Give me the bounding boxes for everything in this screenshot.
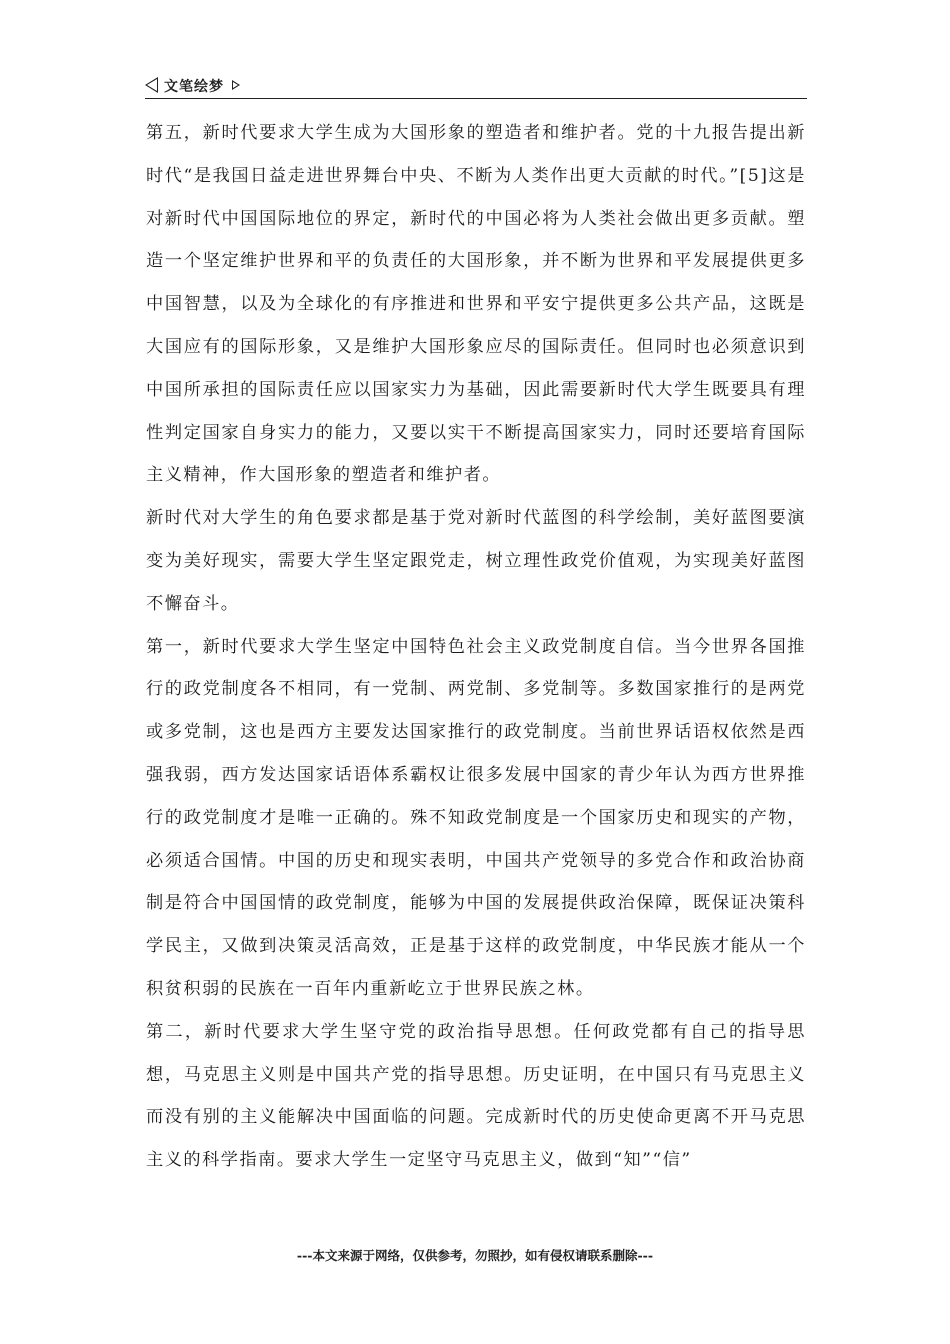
document-body xyxy=(146,112,806,1182)
page-header xyxy=(145,74,807,99)
triangle-right-icon xyxy=(232,80,240,90)
page-footer-notice: ---本文来源于网络，仅供参考，勿照抄，如有侵权请联系删除--- xyxy=(296,1248,654,1263)
paragraph: 第五，新时代要求大学生成为大国形象的塑造者和维护者。党的十九报告提出新时代“是我国日益走进世界舞台中央、不断为人类作出更大贡献的时代。”[5]这是对新时代中国国际地位的界定，新时代的中国必将为人类社会做出更多贡献。塑造一个坚定维护世界和平的负责任的大国形象，并不断为世界和平发展提供更多中国智慧，以及为全球化的有序推进和世界和平安宁提供更多公共产品，这既是大国应有的国际形象，又是维护大国形象应尽的国际责任。但同时也必须意识到中国所承担的国际责任应以国家实力为基础，因此需要新时代大学生既要具有理性判定国家自身实力的能力，又要以实干不断提高国家实力，同时还要培育国际主义精神，作大国形象的塑造者和维护者。 xyxy=(146,123,806,486)
paragraph: 第一，新时代要求大学生坚定中国特色社会主义政党制度自信。当今世界各国推行的政党制度各不相同，有一党制、两党制、多党制等。多数国家推行的是两党或多党制，这也是西方主要发达国家推行的政党制度。当前世界话语权依然是西强我弱，西方发达国家话语体系霸权让很多发展中国家的青少年认为西方世界推行的政党制度才是唯一正确的。殊不知政党制度是一个国家历史和现实的产物，必须适合国情。中国的历史和现实表明，中国共产党领导的多党合作和政治协商制是符合中国国情的政党制度，能够为中国的发展提供政治保障，既保证决策科学民主，又做到决策灵活高效，正是基于这样的政党制度，中华民族才能从一个积贫积弱的民族在一百年内重新屹立于世界民族之林。 xyxy=(146,636,806,999)
paragraph: 新时代对大学生的角色要求都是基于党对新时代蓝图的科学绘制，美好蓝图要演变为美好现实，需要大学生坚定跟党走，树立理性政党价值观，为实现美好蓝图不懈奋斗。 xyxy=(146,508,806,614)
triangle-left-icon xyxy=(145,77,158,93)
header-brand: 文笔绘梦 xyxy=(164,79,224,95)
paragraph: 第二，新时代要求大学生坚守党的政治指导思想。任何政党都有自己的指导思想，马克思主义则是中国共产党的指导思想。历史证明，在中国只有马克思主义而没有别的主义能解决中国面临的问题。完成新时代的历史使命更离不开马克思主义的科学指南。要求大学生一定坚守马克思主义，做到“知”“信” xyxy=(146,1021,806,1171)
